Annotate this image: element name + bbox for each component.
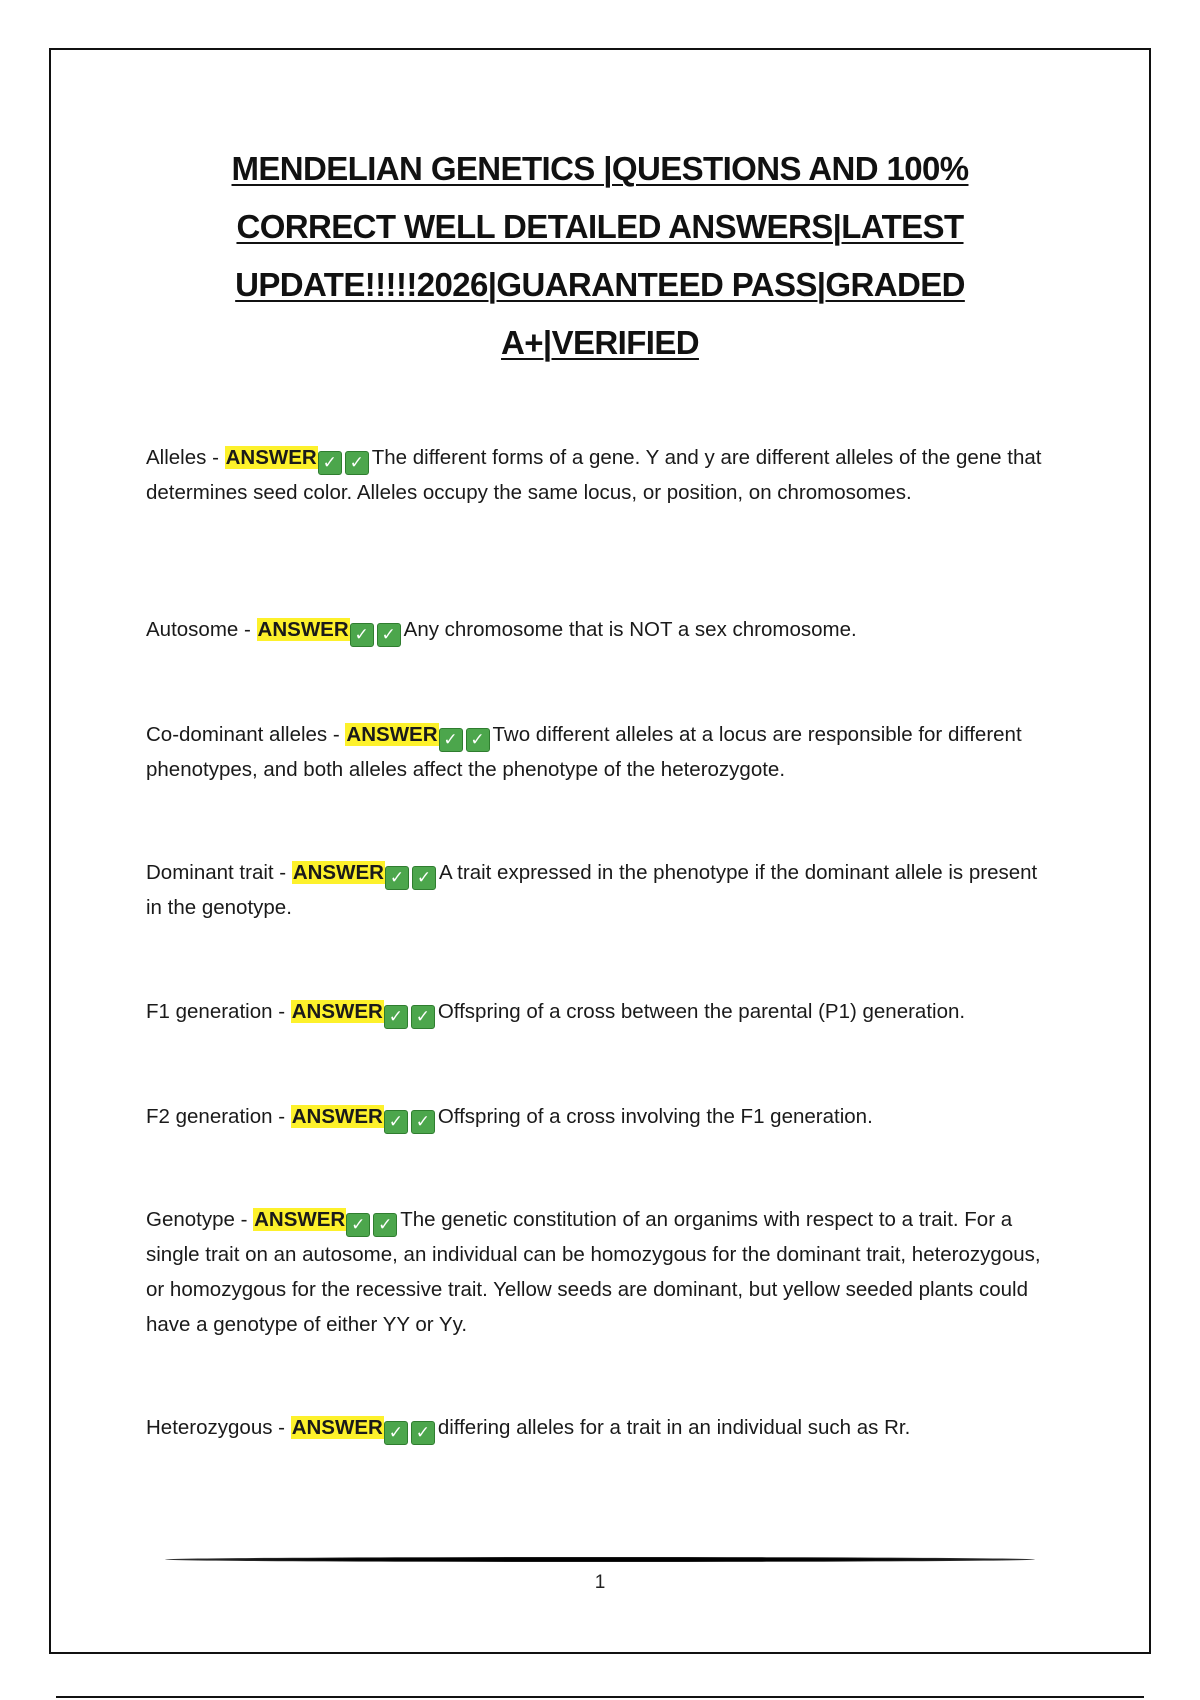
page-bottom-edge: [56, 1696, 1144, 1698]
check-mark-icon: ✓: [411, 1005, 435, 1029]
answer-highlight: ANSWER: [291, 1416, 383, 1439]
check-mark-icon: ✓: [384, 1421, 408, 1445]
entry-term: Co-dominant alleles: [146, 723, 328, 746]
document-title: MENDELIAN GENETICS |QUESTIONS AND 100% CORRECT WELL DETAILED ANSWERS|LATEST UPDATE!!!!!2026|GUARANTEED PASS|GRADED A+|VERIFIED: [231, 150, 969, 361]
entry-definition: A trait expressed in the phenotype if the dominant allele is present in the genotype.: [146, 861, 1038, 919]
glossary-entry: Genotype - ANSWER ✓ ✓ The genetic constitution of an organims with respect to a trait. For a single trait on an autosome, an individual can be homozygous for the dominant trait, heterozygous, or homozygous for the recessive trait. Yellow seeds are dominant, but yellow seeded plants could have a genotype of either YY or Yy.: [146, 1208, 1041, 1336]
check-mark-icon: ✓: [439, 728, 463, 752]
entry-term: Dominant trait: [146, 861, 274, 884]
glossary-entry: Autosome - ANSWER ✓ ✓ Any chromosome that is NOT a sex chromosome.: [146, 612, 1046, 647]
entry-term: Heterozygous: [146, 1416, 273, 1439]
answer-highlight: ANSWER: [254, 1208, 346, 1231]
entry-definition: Offspring of a cross involving the F1 generation.: [437, 1105, 873, 1128]
answer-highlight: ANSWER: [291, 1105, 383, 1128]
check-mark-icon: ✓: [384, 1005, 408, 1029]
check-mark-icon: ✓: [411, 1110, 435, 1134]
answer-highlight: ANSWER: [292, 861, 384, 884]
entry-definition: Offspring of a cross between the parental (P1) generation.: [437, 1000, 966, 1023]
glossary-entry: Dominant trait - ANSWER ✓ ✓ A trait expressed in the phenotype if the dominant allele is present in the genotype.: [146, 861, 1038, 919]
answer-highlight: ANSWER: [225, 446, 317, 469]
answer-highlight: ANSWER: [346, 723, 438, 746]
glossary-entry: Alleles - ANSWER ✓ ✓ The different forms of a gene. Y and y are different alleles of the gene that determines seed color. Alleles occupy the same locus, or position, on chromosomes.: [146, 446, 1042, 504]
glossary-entry: F1 generation - ANSWER ✓ ✓ Offspring of a cross between the parental (P1) generation.: [146, 994, 1046, 1029]
entry-definition: Any chromosome that is NOT a sex chromosome.: [403, 618, 857, 641]
glossary-entry: Co-dominant alleles - ANSWER ✓ ✓ Two different alleles at a locus are responsible for different phenotypes, and both alleles affect the phenotype of the heterozygote.: [146, 723, 1022, 781]
page-number: 1: [594, 1572, 606, 1593]
check-mark-icon: ✓: [350, 623, 374, 647]
glossary-entry: F2 generation - ANSWER ✓ ✓ Offspring of a cross involving the F1 generation.: [146, 1099, 1046, 1134]
entry-term: F1 generation: [146, 1000, 273, 1023]
check-mark-icon: ✓: [411, 1421, 435, 1445]
check-mark-icon: ✓: [346, 1213, 370, 1237]
check-mark-icon: ✓: [373, 1213, 397, 1237]
check-mark-icon: ✓: [412, 866, 436, 890]
entry-term: Genotype: [146, 1208, 235, 1231]
glossary-entry: Heterozygous - ANSWER ✓ ✓ differing alleles for a trait in an individual such as Rr.: [146, 1410, 1046, 1445]
entry-definition: differing alleles for a trait in an individual such as Rr.: [437, 1416, 911, 1439]
check-mark-icon: ✓: [385, 866, 409, 890]
check-mark-icon: ✓: [345, 451, 369, 475]
entry-definition: The genetic constitution of an organims with respect to a trait. For a single trait on an autosome, an individual can be homozygous for the dominant trait, heterozygous, or homozygous for the recessive trait. Yellow seeds are dominant, but yellow seeded plants could have a genotype of either YY or Yy.: [146, 1208, 1041, 1336]
answer-highlight: ANSWER: [291, 1000, 383, 1023]
entry-term: F2 generation: [146, 1105, 273, 1128]
entry-definition: Two different alleles at a locus are responsible for different phenotypes, and both alleles affect the phenotype of the heterozygote.: [146, 723, 1022, 781]
check-mark-icon: ✓: [377, 623, 401, 647]
answer-highlight: ANSWER: [257, 618, 349, 641]
entry-definition: The different forms of a gene. Y and y are different alleles of the gene that determines seed color. Alleles occupy the same locus, or position, on chromosomes.: [146, 446, 1042, 504]
check-mark-icon: ✓: [318, 451, 342, 475]
entry-term: Autosome: [146, 618, 239, 641]
footer-divider: [165, 1557, 1035, 1562]
check-mark-icon: ✓: [466, 728, 490, 752]
check-mark-icon: ✓: [384, 1110, 408, 1134]
entry-term: Alleles: [146, 446, 207, 469]
